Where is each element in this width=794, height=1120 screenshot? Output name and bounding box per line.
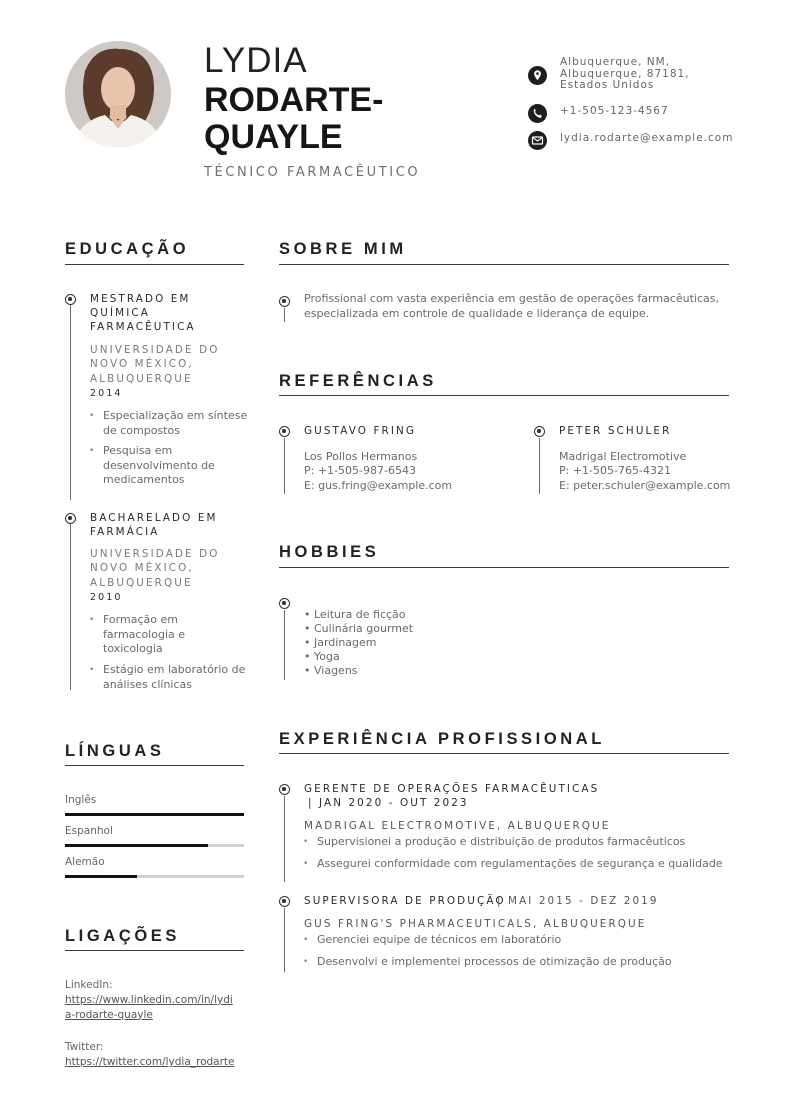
address-line-2: Albuquerque, 87181, [560,68,690,80]
degree-title-line: FARMÁCIA [90,526,160,538]
job-company: GUS FRING'S PHARMACEUTICALS, ALBUQUERQUE [304,918,647,930]
language-name: Espanhol [65,825,113,837]
language-name: Inglês [65,794,97,806]
timeline-dot-icon [534,426,545,437]
references-rule [279,395,729,396]
education-year: 2014 [90,388,123,399]
education-heading: EDUCAÇÃO [65,240,190,258]
education-bullet: • Estágio em laboratório de análises clínicas [103,663,245,692]
education-bullet: • Pesquisa em desenvolvimento de medicamentos [103,444,215,488]
link-label: Twitter: [65,1041,104,1053]
hobby-item: • Leitura de ficção [304,608,406,621]
references-heading: REFERÊNCIAS [279,372,437,390]
education-timeline-2 [70,524,71,690]
timeline-dot-icon [65,513,76,524]
job-bullet: • Supervisionei a produção e distribuição de produtos farmacêuticos [317,835,685,850]
job-position: SUPERVISORA DE PRODUÇÃO [304,895,506,907]
language-level-bar [65,844,244,847]
email-address: lydia.rodarte@example.com [560,132,734,144]
phone-icon [528,104,547,123]
about-timeline [284,308,285,322]
reference-company: Los Pollos Hermanos [304,450,418,463]
profile-photo [65,41,171,147]
hobby-item: • Yoga [304,650,340,663]
last-name-line-2: QUAYLE [204,118,343,156]
degree-title-line: FARMACÊUTICA [90,321,196,333]
school-name-line: NOVO MÉXICO, [90,358,194,370]
experience-timeline [284,908,285,972]
experience-rule [279,753,729,754]
about-text: Profissional com vasta experiência em gestão de operações farmacêuticas, especializada em controle de qualidade e liderança de equipe. [304,292,719,320]
hobbies-timeline [284,610,285,680]
email-icon [528,131,547,150]
link-label: LinkedIn: [65,979,113,991]
school-name-line: UNIVERSIDADE DO [90,548,220,560]
reference-name: GUSTAVO FRING [304,425,417,437]
timeline-dot-icon [279,426,290,437]
links-rule [65,950,244,951]
about-rule [279,264,729,265]
education-year: 2010 [90,592,123,603]
timeline-dot-icon [279,784,290,795]
hobbies-heading: HOBBIES [279,543,380,561]
location-pin-icon [528,66,547,85]
reference-name: PETER SCHULER [559,425,672,437]
job-bullet: • Gerenciei equipe de técnicos em laboratório [317,933,561,948]
last-name-line-1: RODARTE- [204,81,384,119]
hobby-item: • Viagens [304,664,358,677]
timeline-dot-icon [279,896,290,907]
linkedin-link[interactable]: https://www.linkedin.com/in/lydi a-rodarte-quayle [65,994,233,1021]
degree-title-line: BACHARELADO EM [90,512,218,524]
job-bullet: • Assegurei conformidade com regulamentações de segurança e qualidade [317,857,723,872]
reference-phone: P: +1-505-987-6543 [304,464,416,477]
address-line-1: Albuquerque, NM, [560,56,671,68]
education-bullet: • Especialização em síntese de compostos [103,409,247,438]
education-bullet: • Formação em farmacologia e toxicologia [103,613,185,657]
address-line-3: Estados Unidos [560,79,655,91]
language-level-fill [65,844,208,847]
job-role: TÉCNICO FARMACÊUTICO [204,165,421,180]
degree-title-line: MESTRADO EM [90,293,191,305]
school-name-line: ALBUQUERQUE [90,373,193,385]
job-company: MADRIGAL ELECTROMOTIVE, ALBUQUERQUE [304,820,611,832]
reference-phone: P: +1-505-765-4321 [559,464,671,477]
education-rule [65,264,244,265]
education-timeline-1 [70,302,71,500]
twitter-link[interactable]: https://twitter.com/lydia_rodarte [65,1056,235,1068]
language-level-bar [65,813,244,816]
reference-timeline [539,438,540,494]
first-name: LYDIA [204,41,308,80]
experience-timeline [284,796,285,882]
experience-heading: EXPERIÊNCIA PROFISSIONAL [279,730,605,748]
reference-company: Madrigal Electromotive [559,450,687,463]
hobby-item: • Culinária gourmet [304,622,414,635]
reference-email: E: peter.schuler@example.com [559,479,731,492]
language-level-fill [65,813,244,816]
about-heading: SOBRE MIM [279,240,407,258]
job-position: GERENTE DE OPERAÇÕES FARMACÊUTICAS [304,783,600,795]
school-name-line: UNIVERSIDADE DO [90,344,220,356]
language-level-bar [65,875,244,878]
job-dates: | JAN 2020 - OUT 2023 [308,797,469,809]
job-dates: | MAI 2015 - DEZ 2019 [497,895,659,907]
timeline-dot-icon [65,294,76,305]
language-level-fill [65,875,137,878]
timeline-dot-icon [279,598,290,609]
languages-heading: LÍNGUAS [65,742,165,760]
hobby-item: • Jardinagem [304,636,377,649]
hobbies-rule [279,567,729,568]
degree-title-line: QUÍMICA [90,307,150,319]
links-heading: LIGAÇÕES [65,927,180,945]
languages-rule [65,765,244,766]
school-name-line: NOVO MÉXICO, [90,562,194,574]
reference-timeline [284,438,285,494]
job-bullet: • Desenvolvi e implementei processos de otimização de produção [317,955,672,970]
phone-number: +1-505-123-4567 [560,105,669,117]
reference-email: E: gus.fring@example.com [304,479,453,492]
timeline-dot-icon [279,296,290,307]
language-name: Alemão [65,856,105,868]
school-name-line: ALBUQUERQUE [90,577,193,589]
